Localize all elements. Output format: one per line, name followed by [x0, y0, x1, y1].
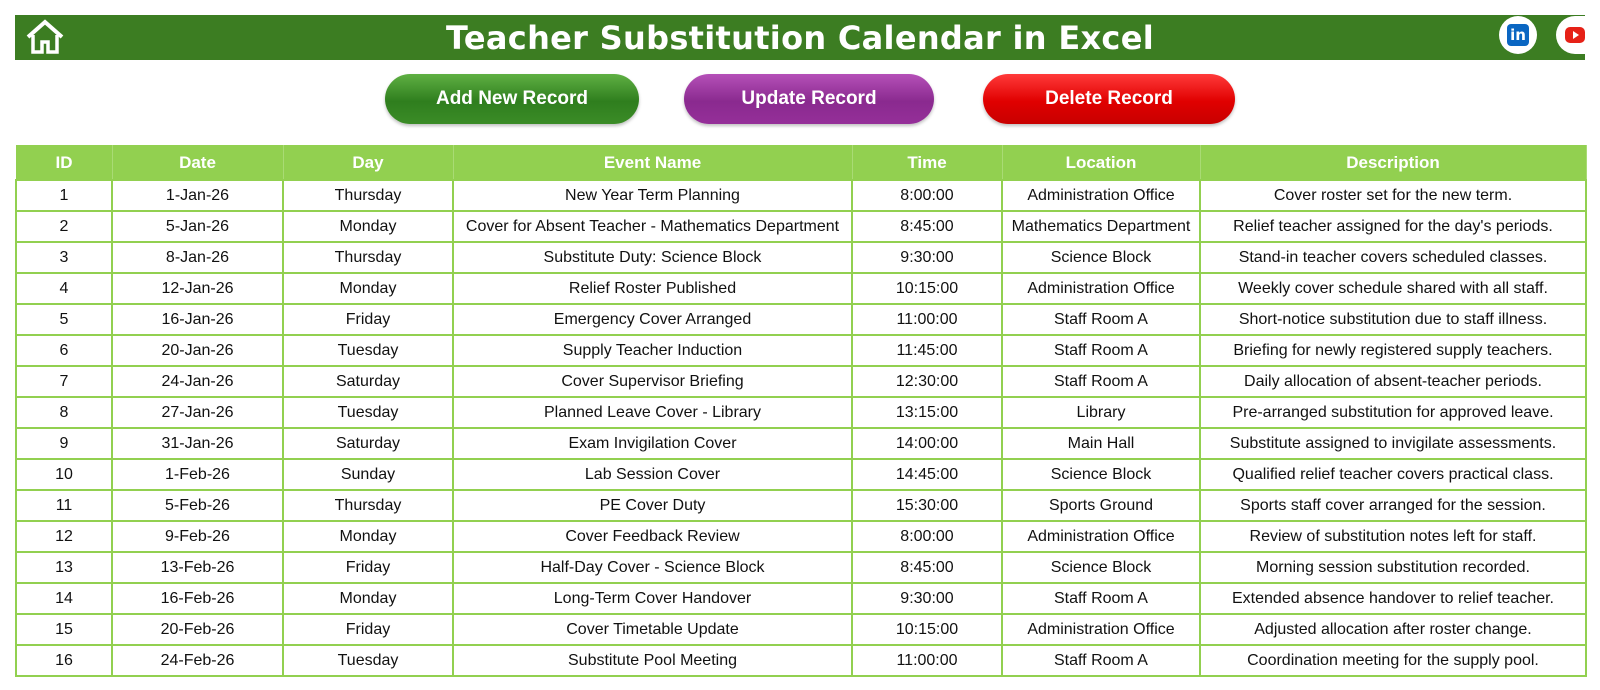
- time-cell[interactable]: 10:15:00: [852, 273, 1002, 304]
- date-cell[interactable]: 13-Feb-26: [112, 552, 283, 583]
- date-cell[interactable]: 1-Feb-26: [112, 459, 283, 490]
- event-name-cell[interactable]: Cover for Absent Teacher - Mathematics Department: [453, 211, 852, 242]
- table-row[interactable]: [16, 459, 1586, 490]
- event-name-cell[interactable]: Substitute Pool Meeting: [453, 645, 852, 676]
- description-cell[interactable]: Coordination meeting for the supply pool.: [1200, 645, 1586, 676]
- description-cell[interactable]: Adjusted allocation after roster change.: [1200, 614, 1586, 645]
- id-cell[interactable]: 4: [16, 273, 112, 304]
- table-row[interactable]: [16, 397, 1586, 428]
- linkedin-icon[interactable]: in: [1499, 16, 1537, 54]
- location-cell[interactable]: Staff Room A: [1002, 335, 1200, 366]
- id-cell[interactable]: 9: [16, 428, 112, 459]
- event-name-cell[interactable]: Cover Supervisor Briefing: [453, 366, 852, 397]
- column-header-date[interactable]: Date: [112, 146, 283, 181]
- date-cell[interactable]: 24-Jan-26: [112, 366, 283, 397]
- description-cell[interactable]: Morning session substitution recorded.: [1200, 552, 1586, 583]
- date-cell[interactable]: 9-Feb-26: [112, 521, 283, 552]
- table-row[interactable]: [16, 304, 1586, 335]
- table-row[interactable]: [16, 614, 1586, 645]
- day-cell[interactable]: Monday: [283, 211, 453, 242]
- event-name-cell[interactable]: Supply Teacher Induction: [453, 335, 852, 366]
- column-header-description[interactable]: Description: [1200, 146, 1586, 181]
- event-name-cell[interactable]: Lab Session Cover: [453, 459, 852, 490]
- time-cell[interactable]: 8:45:00: [852, 552, 1002, 583]
- location-cell[interactable]: Staff Room A: [1002, 645, 1200, 676]
- event-name-cell[interactable]: Substitute Duty: Science Block: [453, 242, 852, 273]
- day-cell[interactable]: Monday: [283, 521, 453, 552]
- table-body: [16, 180, 1586, 676]
- day-cell[interactable]: Sunday: [283, 459, 453, 490]
- title-banner: [15, 15, 1585, 60]
- day-cell[interactable]: Monday: [283, 273, 453, 304]
- youtube-icon[interactable]: [1556, 16, 1585, 54]
- day-cell[interactable]: Thursday: [283, 180, 453, 211]
- event-name-cell[interactable]: Exam Invigilation Cover: [453, 428, 852, 459]
- delete-record-button[interactable]: Delete Record: [983, 74, 1235, 124]
- location-cell[interactable]: Science Block: [1002, 459, 1200, 490]
- location-cell[interactable]: Staff Room A: [1002, 583, 1200, 614]
- page-title: Teacher Substitution Calendar in Excel: [446, 18, 1154, 57]
- date-cell[interactable]: 24-Feb-26: [112, 645, 283, 676]
- day-cell[interactable]: Tuesday: [283, 335, 453, 366]
- day-cell[interactable]: Thursday: [283, 242, 453, 273]
- id-cell[interactable]: 13: [16, 552, 112, 583]
- description-cell[interactable]: Briefing for newly registered supply teachers.: [1200, 335, 1586, 366]
- day-cell[interactable]: Tuesday: [283, 645, 453, 676]
- id-cell[interactable]: 5: [16, 304, 112, 335]
- id-cell[interactable]: 3: [16, 242, 112, 273]
- event-name-cell[interactable]: PE Cover Duty: [453, 490, 852, 521]
- table-row[interactable]: [16, 645, 1586, 676]
- date-cell[interactable]: 1-Jan-26: [112, 180, 283, 211]
- description-cell[interactable]: Pre-arranged substitution for approved leave.: [1200, 397, 1586, 428]
- time-cell[interactable]: 11:00:00: [852, 645, 1002, 676]
- table-row[interactable]: [16, 211, 1586, 242]
- table-header-row: [16, 146, 1586, 181]
- time-cell[interactable]: 13:15:00: [852, 397, 1002, 428]
- time-cell[interactable]: 12:30:00: [852, 366, 1002, 397]
- date-cell[interactable]: 16-Jan-26: [112, 304, 283, 335]
- id-cell[interactable]: 7: [16, 366, 112, 397]
- day-cell[interactable]: Friday: [283, 304, 453, 335]
- description-cell[interactable]: Daily allocation of absent-teacher periods.: [1200, 366, 1586, 397]
- location-cell[interactable]: Mathematics Department: [1002, 211, 1200, 242]
- column-header-id[interactable]: ID: [16, 146, 112, 181]
- table-row[interactable]: [16, 521, 1586, 552]
- event-name-cell[interactable]: Half-Day Cover - Science Block: [453, 552, 852, 583]
- table-row[interactable]: [16, 366, 1586, 397]
- id-cell[interactable]: 6: [16, 335, 112, 366]
- time-cell[interactable]: 9:30:00: [852, 242, 1002, 273]
- time-cell[interactable]: 10:15:00: [852, 614, 1002, 645]
- table-row[interactable]: [16, 335, 1586, 366]
- id-cell[interactable]: 1: [16, 180, 112, 211]
- home-icon[interactable]: [25, 18, 65, 56]
- column-header-location[interactable]: Location: [1002, 146, 1200, 181]
- location-cell[interactable]: Administration Office: [1002, 180, 1200, 211]
- time-cell[interactable]: 15:30:00: [852, 490, 1002, 521]
- event-name-cell[interactable]: New Year Term Planning: [453, 180, 852, 211]
- day-cell[interactable]: Saturday: [283, 366, 453, 397]
- time-cell[interactable]: 8:45:00: [852, 211, 1002, 242]
- id-cell[interactable]: 10: [16, 459, 112, 490]
- time-cell[interactable]: 8:00:00: [852, 521, 1002, 552]
- date-cell[interactable]: 20-Feb-26: [112, 614, 283, 645]
- description-cell[interactable]: Qualified relief teacher covers practical class.: [1200, 459, 1586, 490]
- location-cell[interactable]: Main Hall: [1002, 428, 1200, 459]
- id-cell[interactable]: 16: [16, 645, 112, 676]
- location-cell[interactable]: Science Block: [1002, 242, 1200, 273]
- update-record-button[interactable]: Update Record: [684, 74, 934, 124]
- location-cell[interactable]: Library: [1002, 397, 1200, 428]
- description-cell[interactable]: Substitute assigned to invigilate assessments.: [1200, 428, 1586, 459]
- description-cell[interactable]: Weekly cover schedule shared with all staff.: [1200, 273, 1586, 304]
- event-name-cell[interactable]: Emergency Cover Arranged: [453, 304, 852, 335]
- records-table: [15, 145, 1587, 677]
- date-cell[interactable]: 31-Jan-26: [112, 428, 283, 459]
- description-cell[interactable]: Review of substitution notes left for staff.: [1200, 521, 1586, 552]
- location-cell[interactable]: Administration Office: [1002, 521, 1200, 552]
- day-cell[interactable]: Tuesday: [283, 397, 453, 428]
- location-cell[interactable]: Staff Room A: [1002, 304, 1200, 335]
- column-header-day[interactable]: Day: [283, 146, 453, 181]
- id-cell[interactable]: 2: [16, 211, 112, 242]
- event-name-cell[interactable]: Cover Timetable Update: [453, 614, 852, 645]
- table-row[interactable]: [16, 552, 1586, 583]
- description-cell[interactable]: Stand-in teacher covers scheduled classes.: [1200, 242, 1586, 273]
- event-name-cell[interactable]: Cover Feedback Review: [453, 521, 852, 552]
- location-cell[interactable]: Administration Office: [1002, 614, 1200, 645]
- description-cell[interactable]: Cover roster set for the new term.: [1200, 180, 1586, 211]
- time-cell[interactable]: 11:45:00: [852, 335, 1002, 366]
- table-row[interactable]: [16, 490, 1586, 521]
- add-new-record-button[interactable]: Add New Record: [385, 74, 639, 124]
- day-cell[interactable]: Thursday: [283, 490, 453, 521]
- date-cell[interactable]: 5-Jan-26: [112, 211, 283, 242]
- id-cell[interactable]: 8: [16, 397, 112, 428]
- description-cell[interactable]: Relief teacher assigned for the day's periods.: [1200, 211, 1586, 242]
- table-row[interactable]: [16, 180, 1586, 211]
- description-cell[interactable]: Extended absence handover to relief teacher.: [1200, 583, 1586, 614]
- location-cell[interactable]: Science Block: [1002, 552, 1200, 583]
- date-cell[interactable]: 16-Feb-26: [112, 583, 283, 614]
- day-cell[interactable]: Friday: [283, 614, 453, 645]
- event-name-cell[interactable]: Long-Term Cover Handover: [453, 583, 852, 614]
- date-cell[interactable]: 20-Jan-26: [112, 335, 283, 366]
- description-cell[interactable]: Sports staff cover arranged for the session.: [1200, 490, 1586, 521]
- column-header-time[interactable]: Time: [852, 146, 1002, 181]
- date-cell[interactable]: 5-Feb-26: [112, 490, 283, 521]
- time-cell[interactable]: 8:00:00: [852, 180, 1002, 211]
- location-cell[interactable]: Administration Office: [1002, 273, 1200, 304]
- location-cell[interactable]: Staff Room A: [1002, 366, 1200, 397]
- table-row[interactable]: [16, 273, 1586, 304]
- event-name-cell[interactable]: Planned Leave Cover - Library: [453, 397, 852, 428]
- table-row[interactable]: [16, 583, 1586, 614]
- time-cell[interactable]: 14:00:00: [852, 428, 1002, 459]
- column-header-event-name[interactable]: Event Name: [453, 146, 852, 181]
- description-cell[interactable]: Short-notice substitution due to staff illness.: [1200, 304, 1586, 335]
- day-cell[interactable]: Monday: [283, 583, 453, 614]
- event-name-cell[interactable]: Relief Roster Published: [453, 273, 852, 304]
- id-cell[interactable]: 12: [16, 521, 112, 552]
- day-cell[interactable]: Friday: [283, 552, 453, 583]
- table-row[interactable]: [16, 242, 1586, 273]
- date-cell[interactable]: 12-Jan-26: [112, 273, 283, 304]
- table-row[interactable]: [16, 428, 1586, 459]
- date-cell[interactable]: 27-Jan-26: [112, 397, 283, 428]
- time-cell[interactable]: 9:30:00: [852, 583, 1002, 614]
- time-cell[interactable]: 11:00:00: [852, 304, 1002, 335]
- location-cell[interactable]: Sports Ground: [1002, 490, 1200, 521]
- id-cell[interactable]: 14: [16, 583, 112, 614]
- time-cell[interactable]: 14:45:00: [852, 459, 1002, 490]
- day-cell[interactable]: Saturday: [283, 428, 453, 459]
- id-cell[interactable]: 15: [16, 614, 112, 645]
- date-cell[interactable]: 8-Jan-26: [112, 242, 283, 273]
- id-cell[interactable]: 11: [16, 490, 112, 521]
